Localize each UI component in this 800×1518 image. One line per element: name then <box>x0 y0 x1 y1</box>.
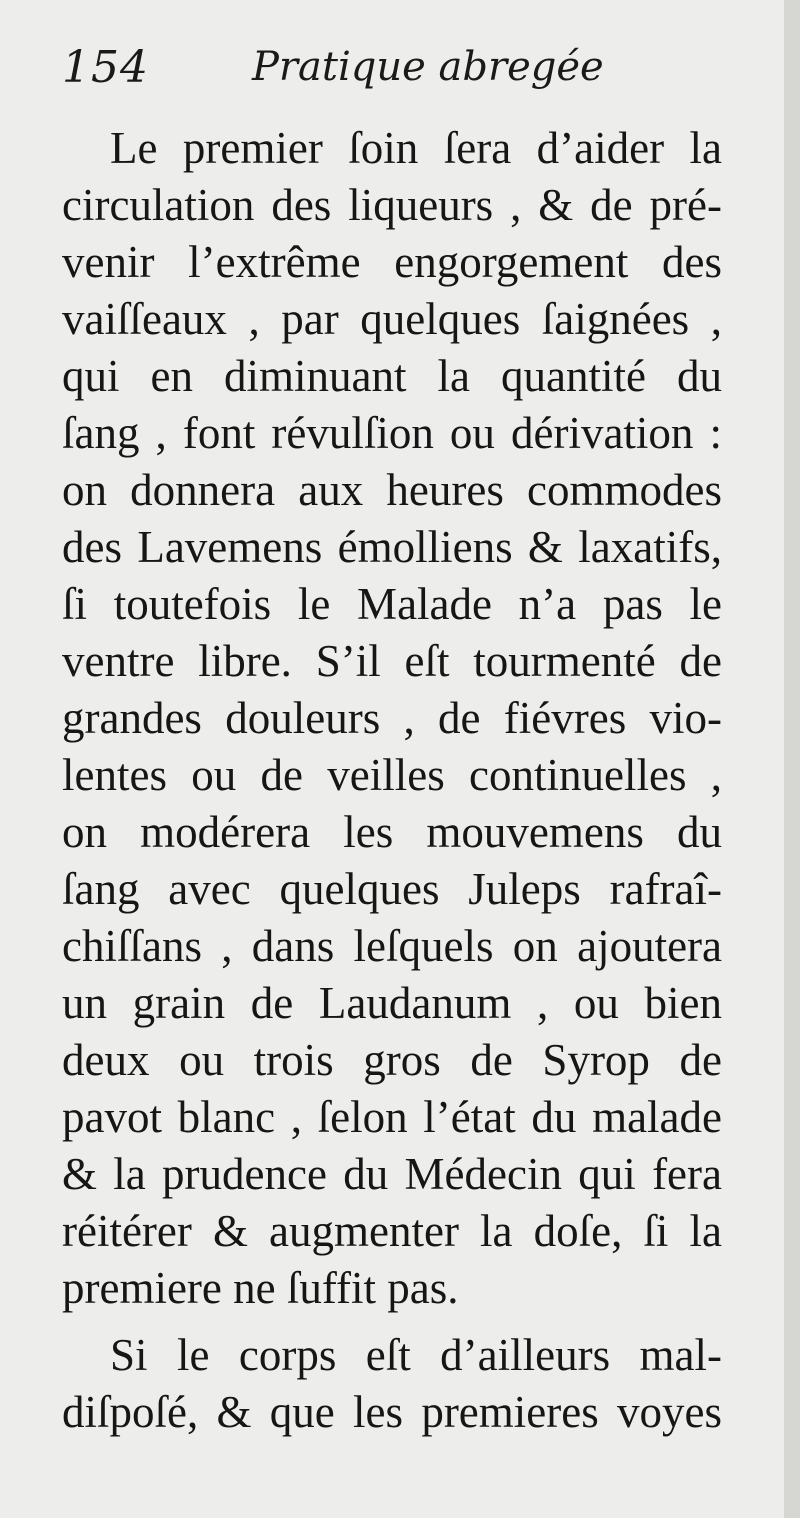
paragraph <box>62 120 722 1317</box>
page-number: 154 <box>62 42 149 93</box>
text-line: ſang , font révulſion ou dérivation : <box>62 408 722 458</box>
text-line: vaiſſeaux , par quelques ſaignées , <box>62 294 722 344</box>
text-line: un grain de Laudanum , ou bien <box>62 978 722 1028</box>
text-line: chiſſans , dans leſquels on ajoutera <box>62 921 722 971</box>
text-line: on donnera aux heures commodes <box>62 465 722 515</box>
text-line: circulation des liqueurs , & de pré- <box>62 180 722 230</box>
paragraph <box>62 1327 722 1441</box>
body-text <box>62 120 722 1441</box>
text-line: & la prudence du Médecin qui fera <box>62 1149 722 1199</box>
paragraph-gap <box>62 1317 722 1327</box>
text-line: Si le corps eſt d’ailleurs mal- <box>110 1330 722 1380</box>
text-line: pavot blanc , ſelon l’état du malade <box>62 1092 722 1142</box>
text-line: diſpoſé, & que les premieres voyes <box>62 1387 722 1437</box>
running-title: Pratique abregée <box>252 44 604 90</box>
text-line: venir l’extrême engorgement des <box>62 237 722 287</box>
text-line: on modérera les mouvemens du <box>62 807 722 857</box>
text-line: Le premier ſoin ſera d’aider la <box>110 123 722 173</box>
text-line: premiere ne ſuffit pas. <box>62 1263 459 1313</box>
text-line: ſi toutefois le Malade n’a pas le <box>62 579 722 629</box>
text-line: ſang avec quelques Juleps rafraî- <box>62 864 722 914</box>
text-line: des Lavemens émolliens & laxatifs, <box>62 522 722 572</box>
text-line: deux ou trois gros de Syrop de <box>62 1035 722 1085</box>
text-line: lentes ou de veilles continuelles , <box>62 750 722 800</box>
text-line: qui en diminuant la quantité du <box>62 351 722 401</box>
text-line: réitérer & augmenter la doſe, ſi la <box>62 1206 722 1256</box>
page-header <box>62 42 722 112</box>
text-line: grandes douleurs , de fiévres vio- <box>62 693 722 743</box>
text-line: ventre libre. S’il eſt tourmenté de <box>62 636 722 686</box>
